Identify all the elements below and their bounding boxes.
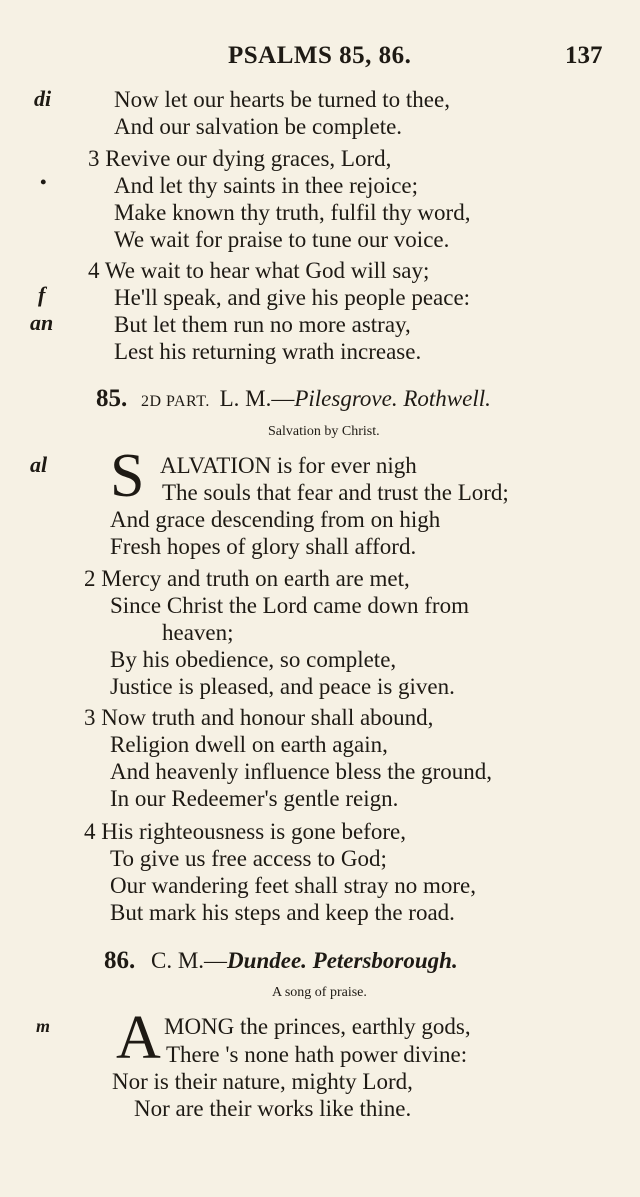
verse-line: To give us free access to God;	[110, 846, 387, 871]
verse-line: 4 His righteousness is gone before,	[84, 819, 406, 844]
verse-line: ALVATION is for ever nigh	[160, 453, 417, 478]
hymn-tunes: Dundee. Petersborough.	[227, 948, 458, 973]
hymn-subtitle: Salvation by Christ.	[268, 424, 380, 439]
verse-line: 4 We wait to hear what God will say;	[88, 258, 430, 283]
verse-line: Religion dwell on earth again,	[110, 732, 388, 757]
margin-mark: an	[30, 310, 54, 335]
verse-line: MONG the princes, earthly gods,	[164, 1014, 471, 1039]
margin-mark: di	[34, 86, 52, 111]
verse-line: But mark his steps and keep the road.	[110, 900, 455, 925]
verse-line: He'll speak, and give his people peace:	[114, 285, 471, 310]
running-header: PSALMS 85, 86.	[228, 42, 412, 69]
verse-line: Now let our hearts be turned to thee,	[114, 87, 450, 112]
verse-line: The souls that fear and trust the Lord;	[162, 480, 509, 505]
verse-line: Nor are their works like thine.	[134, 1096, 412, 1121]
verse-line: And heavenly influence bless the ground,	[110, 759, 492, 784]
hymn-meter: C. M.—	[151, 948, 228, 973]
verse-line: Nor is their nature, mighty Lord,	[112, 1069, 413, 1094]
verse-line: Justice is pleased, and peace is given.	[110, 674, 455, 699]
hymn-meter: L. M.—	[219, 386, 295, 411]
verse-line: heaven;	[162, 620, 234, 645]
margin-mark: al	[30, 452, 48, 477]
hymn-number: 85.	[96, 385, 128, 412]
verse-line: There 's none hath power divine:	[166, 1042, 468, 1067]
verse-line: By his obedience, so complete,	[110, 647, 397, 672]
verse-line: Lest his returning wrath increase.	[114, 339, 422, 364]
margin-mark: m	[36, 1016, 51, 1036]
hymn-subtitle: A song of praise.	[272, 985, 367, 1000]
hymn-part: 2D PART.	[141, 393, 210, 410]
verse-line: Since Christ the Lord came down from	[110, 593, 469, 618]
hymn-85-heading	[96, 385, 491, 413]
drop-cap: A	[116, 1004, 161, 1072]
page-number: 137	[565, 42, 603, 69]
margin-mark: f	[38, 282, 46, 307]
hymn-86-heading	[104, 947, 458, 975]
verse-line: 2 Mercy and truth on earth are met,	[84, 566, 410, 591]
margin-mark: •	[40, 172, 47, 192]
drop-cap: S	[110, 442, 145, 510]
verse-line: Our wandering feet shall stray no more,	[110, 873, 476, 898]
verse-line: But let them run no more astray,	[114, 312, 411, 337]
verse-line: And let thy saints in thee rejoice;	[114, 173, 419, 198]
verse-line: In our Redeemer's gentle reign.	[110, 786, 399, 811]
hymn-number: 86.	[104, 947, 136, 974]
verse-line: 3 Now truth and honour shall abound,	[84, 705, 434, 730]
verse-line: We wait for praise to tune our voice.	[114, 227, 450, 252]
verse-line: Fresh hopes of glory shall afford.	[110, 534, 417, 559]
verse-line: 3 Revive our dying graces, Lord,	[88, 146, 392, 171]
verse-line: Make known thy truth, fulfil thy word,	[114, 200, 471, 225]
verse-line: And our salvation be complete.	[114, 114, 403, 139]
hymn-tunes: Pilesgrove. Rothwell.	[294, 386, 491, 411]
verse-line: And grace descending from on high	[110, 507, 441, 532]
